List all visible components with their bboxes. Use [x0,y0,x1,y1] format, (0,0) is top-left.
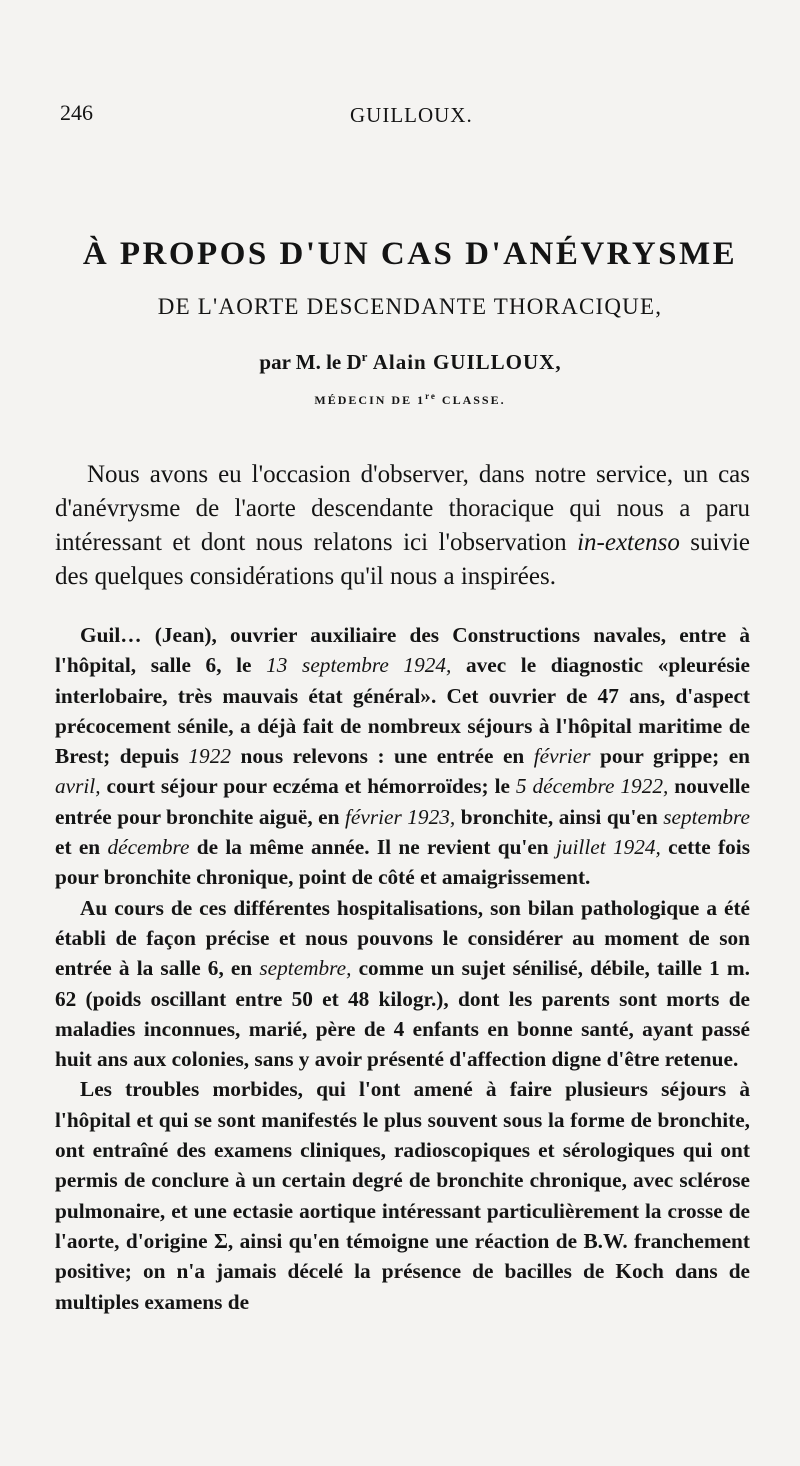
author-name: Alain GUILLOUX [372,350,556,374]
p2-italic-1: septembre, [259,956,352,981]
p1-text-4: pour grippe; en [590,744,750,769]
page-number: 246 [60,100,93,125]
byline-superscript: r [361,349,368,364]
case-paragraph-2 [55,893,750,1075]
p1-italic-5: 5 décembre 1922, [515,774,669,799]
p1-text-1: Guil… (Jean), ouvrier auxiliaire des Constructions navales, entre à l'hôpital, salle 6, le [55,623,750,678]
p1-italic-9: juillet 1924, [555,835,661,860]
rank-prefix: MÉDECIN DE 1 [314,393,426,407]
intro-section [55,458,750,594]
p1-text-10: cette fois pour bronchite chronique, point de côté et amaigrissement. [55,835,750,890]
p3-text-1: Les troubles morbides, qui l'ont amené à faire plusieurs séjours à l'hôpital et qui se sont manifestés le plus souvent sous la forme de bronchite, ont entraîné des examens cliniques, radioscopiques et sérologiques qui ont permis de conclure à un certain degré de bronchite chronique, avec sclérose pulmonaire, et une ectasie aortique intéressant particulièrement la crosse de l'aorte, d'origine Σ, ainsi qu'en témoigne une réaction de B.W. franchement positive; on n'a jamais décelé la présence de bacilles de Koch dans de multiples examens de [55,1077,750,1314]
p1-italic-2: 1922 [188,744,231,769]
p1-text-2: avec le diagnostic «pleurésie interlobaire, très mauvais état général». Cet ouvrier de 47 ans, d'aspect précocement sénile, a déjà fait de nombreux séjours à l'hôpital maritime de Brest; depuis [55,653,750,769]
p1-text-3: nous relevons : une entrée en [231,744,534,769]
p1-italic-4: avril, [55,774,101,799]
article-subtitle: DE L'AORTE DESCENDANTE THORACIQUE, [157,294,663,319]
intro-paragraph [55,458,750,594]
p1-text-6: nouvelle entrée pour bronchite aiguë, en [55,774,750,829]
p1-text-7: bronchite, ainsi qu'en [455,804,664,829]
case-paragraph-1 [55,620,750,893]
intro-text-1: Nous avons eu l'occasion d'observer, dans notre service, un cas d'anévrysme de l'aorte descendante thoracique qui nous a paru intéressant et dont nous relatons ici l'observation [55,461,750,556]
p1-italic-7: septembre [663,804,750,829]
p1-text-5: court séjour pour eczéma et hémorroïdes; le [100,774,516,799]
intro-text-2: suivie des quelques considérations qu'il nous a inspirées. [55,529,751,590]
p1-italic-6: février 1923, [345,804,456,829]
p1-text-8: et en [55,835,108,860]
rank-superscript: re [425,391,437,401]
case-report-section [55,620,750,1317]
article-title: À PROPOS D'UN CAS D'ANÉVRYSME [82,236,738,272]
article-title-block [40,232,780,408]
p2-text-2: comme un sujet sénilisé, débile, taille 1 m. 62 (poids oscillant entre 50 et 48 kilogr.), dont les parents sont morts de maladies inconnues, marié, père de 4 enfants en bonne santé, ayant passé huit ans aux colonies, sans y avoir présenté d'affection digne d'être retenue. [55,956,750,1072]
p1-italic-1: 13 septembre 1924, [266,653,452,678]
author-rank [40,391,780,408]
running-head: GUILLOUX. [350,103,473,127]
p1-text-9: de la même année. Il ne revient qu'en [189,835,556,860]
page-header [60,100,760,140]
p1-italic-3: février [533,744,591,769]
byline-suffix: , [555,350,561,374]
intro-italic-1: in-extenso [577,529,680,556]
author-byline [40,342,780,377]
byline-prefix: par M. le D [259,350,362,374]
p2-text-1: Au cours de ces différentes hospitalisations, son bilan pathologique a été établi de façon précise et nous pouvons le considérer au moment de son entrée à la salle 6, en [55,895,750,981]
rank-suffix: CLASSE. [436,393,506,407]
p1-italic-8: décembre [107,835,190,860]
case-paragraph-3 [55,1074,750,1316]
